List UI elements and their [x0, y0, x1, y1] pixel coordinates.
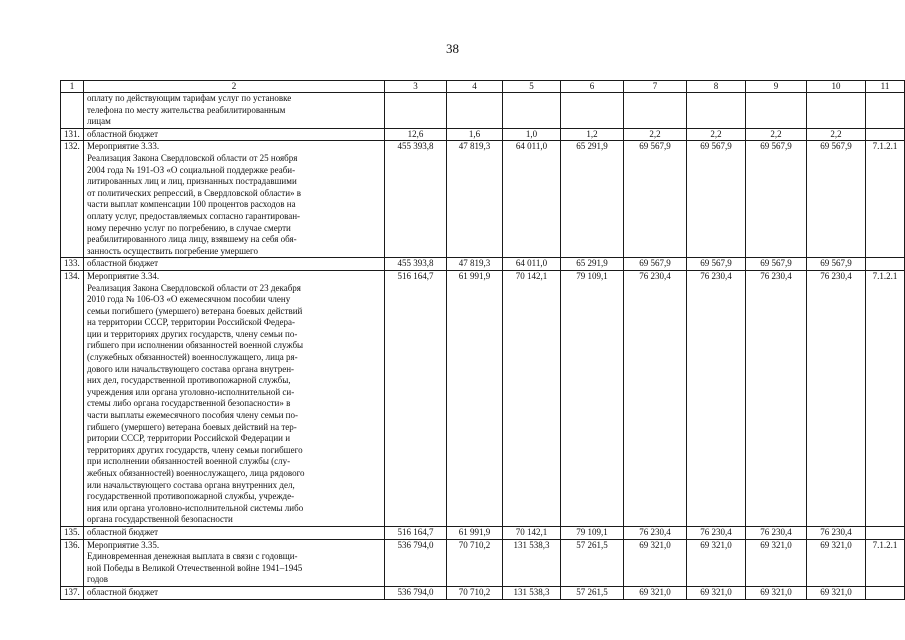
value-cell-col-8: [687, 93, 746, 129]
description-line: ритории СССР, территории Российской Федерации и: [87, 433, 291, 444]
value-cell-col-6: 1,2: [561, 128, 624, 141]
description-line: занность осуществить погребение умершего: [87, 245, 259, 256]
description-line: ции и территориях других государств, члену семьи по-: [87, 328, 298, 339]
description-line: или начальствующего состава органа внутренних дел,: [87, 479, 295, 490]
row-description: [84, 586, 385, 599]
column-header-6: 6: [561, 81, 624, 93]
value-cell-col-8: 69 321,0: [687, 539, 746, 586]
program-code: [866, 258, 905, 271]
value-cell-col-3: 12,6: [385, 128, 447, 141]
value-cell-col-5: 131 538,3: [503, 539, 561, 586]
value-cell-col-10: 69 567,9: [807, 141, 866, 258]
value-cell-col-9: 69 321,0: [746, 539, 807, 586]
value-cell-col-3: 536 794,0: [385, 539, 447, 586]
description-line: гибшего при исполнении обязанностей военной службы: [87, 340, 304, 351]
table-row: [61, 93, 905, 129]
row-description: [84, 258, 385, 271]
value-cell-col-8: 76 230,4: [687, 270, 746, 526]
description-line: жебных обязанностей) военнослужащего, лица рядового: [87, 468, 305, 478]
description-line: телефона по месту жительства реабилитированным: [87, 104, 286, 115]
row-description: [84, 270, 385, 526]
value-cell-col-7: 76 230,4: [624, 270, 687, 526]
value-cell-col-6: 79 109,1: [561, 526, 624, 539]
value-cell-col-7: 69 321,0: [624, 586, 687, 599]
column-header-8: 8: [687, 81, 746, 93]
value-cell-col-6: 65 291,9: [561, 258, 624, 271]
description-line: областной бюджет: [87, 586, 159, 597]
description-line: стемы либо органа государственной безопасности» в: [87, 398, 291, 409]
program-code: 7.1.2.1: [866, 270, 905, 526]
value-cell-col-10: 2,2: [807, 128, 866, 141]
value-cell-col-8: 69 321,0: [687, 586, 746, 599]
column-header-1: 1: [61, 81, 84, 93]
description-line: областной бюджет: [87, 258, 159, 269]
value-cell-col-7: [624, 93, 687, 129]
description-line: оплату по действующим тарифам услуг по установке: [87, 93, 292, 103]
value-cell-col-3: 536 794,0: [385, 586, 447, 599]
value-cell-col-5: 70 142,1: [503, 270, 561, 526]
description-line: дового или начальствующего состава органа внутрен-: [87, 363, 295, 374]
description-line: Реализация Закона Свердловской области от 25 ноября: [87, 152, 298, 163]
value-cell-col-8: 2,2: [687, 128, 746, 141]
row-description: [84, 141, 385, 258]
row-description: [84, 128, 385, 141]
value-cell-col-6: 65 291,9: [561, 141, 624, 258]
description-line: от политических репрессий, в Свердловской области» в: [87, 187, 302, 198]
value-cell-col-5: 64 011,0: [503, 258, 561, 271]
table-row: [61, 128, 905, 141]
table-row: [61, 141, 905, 258]
program-code: [866, 128, 905, 141]
column-header-5: 5: [503, 81, 561, 93]
description-line: части выплат компенсации 100 процентов расходов на: [87, 199, 296, 210]
description-line: территориях других государств, члену семьи погибшего: [87, 444, 303, 455]
value-cell-col-10: 69 567,9: [807, 258, 866, 271]
description-line: Реализация Закона Свердловской области от 23 декабря: [87, 282, 301, 293]
description-line: ной Победы в Великой Отечественной войне 1941–1945: [87, 562, 303, 573]
table-row: [61, 258, 905, 271]
value-cell-col-3: 455 393,8: [385, 141, 447, 258]
description-line: 2010 года № 106-ОЗ «О ежемесячном пособии члену: [87, 294, 291, 305]
value-cell-col-9: 69 567,9: [746, 141, 807, 258]
row-number: 135.: [61, 526, 84, 539]
table-row: [61, 586, 905, 599]
description-line: них дел, государственной противопожарной службы,: [87, 375, 291, 386]
description-line: государственной противопожарной службы, учрежде-: [87, 491, 295, 502]
description-line: учреждения или органа уголовно-исполнительной си-: [87, 386, 295, 397]
value-cell-col-4: 47 819,3: [447, 258, 503, 271]
budget-table: [60, 80, 905, 600]
description-line: (служебных обязанностей) военнослужащего, лица ря-: [87, 352, 298, 363]
description-line: Мероприятие 3.35.: [87, 539, 160, 550]
column-header-11: 11: [866, 81, 905, 93]
table-row: [61, 526, 905, 539]
description-line: части выплаты ежемесячного пособия члену семьи по-: [87, 410, 298, 421]
value-cell-col-6: 57 261,5: [561, 539, 624, 586]
description-line: Мероприятие 3.34.: [87, 270, 160, 281]
value-cell-col-4: [447, 93, 503, 129]
value-cell-col-7: 69 567,9: [624, 141, 687, 258]
row-number: 136.: [61, 539, 84, 586]
description-line: 2004 года № 191-ОЗ «О социальной поддержке реаби-: [87, 164, 296, 175]
value-cell-col-4: 61 991,9: [447, 526, 503, 539]
value-cell-col-10: 69 321,0: [807, 586, 866, 599]
row-number: 131.: [61, 128, 84, 141]
value-cell-col-10: 76 230,4: [807, 270, 866, 526]
value-cell-col-4: 70 710,2: [447, 539, 503, 586]
value-cell-col-4: 1,6: [447, 128, 503, 141]
value-cell-col-5: 70 142,1: [503, 526, 561, 539]
program-code: [866, 586, 905, 599]
value-cell-col-6: 79 109,1: [561, 270, 624, 526]
value-cell-col-7: 76 230,4: [624, 526, 687, 539]
value-cell-col-7: 2,2: [624, 128, 687, 141]
value-cell-col-9: 2,2: [746, 128, 807, 141]
value-cell-col-5: 131 538,3: [503, 586, 561, 599]
description-line: ния или органа уголовно-исполнительной системы либо: [87, 502, 304, 513]
column-header-7: 7: [624, 81, 687, 93]
value-cell-col-9: 69 321,0: [746, 586, 807, 599]
table-row: [61, 270, 905, 526]
value-cell-col-4: 47 819,3: [447, 141, 503, 258]
table-row: [61, 539, 905, 586]
description-line: литированных лиц и лиц, признанных пострадавшими: [87, 176, 297, 187]
description-line: семьи погибшего (умершего) ветерана боевых действий: [87, 305, 303, 316]
header-row: [61, 81, 905, 93]
value-cell-col-9: 76 230,4: [746, 270, 807, 526]
row-number: 132.: [61, 141, 84, 258]
program-code: [866, 93, 905, 129]
program-code: [866, 526, 905, 539]
description-line: годов: [87, 574, 109, 585]
column-header-3: 3: [385, 81, 447, 93]
description-line: Единовременная денежная выплата в связи с годовщи-: [87, 551, 298, 562]
value-cell-col-3: 516 164,7: [385, 270, 447, 526]
description-line: областной бюджет: [87, 128, 159, 139]
description-line: Мероприятие 3.33.: [87, 141, 160, 152]
column-header-4: 4: [447, 81, 503, 93]
row-number: 137.: [61, 586, 84, 599]
value-cell-col-5: 64 011,0: [503, 141, 561, 258]
description-line: ному перечню услуг по погребению, в случае смерти: [87, 222, 291, 233]
value-cell-col-9: 69 567,9: [746, 258, 807, 271]
column-header-9: 9: [746, 81, 807, 93]
description-line: гибшего (умершего) ветерана боевых действий на тер-: [87, 421, 297, 432]
column-header-10: 10: [807, 81, 866, 93]
value-cell-col-4: 70 710,2: [447, 586, 503, 599]
value-cell-col-6: [561, 93, 624, 129]
description-line: при исполнении обязанностей военной службы (слу-: [87, 456, 291, 467]
row-number: 133.: [61, 258, 84, 271]
page-number: 38: [446, 41, 459, 56]
row-number: [61, 93, 84, 129]
program-code: 7.1.2.1: [866, 539, 905, 586]
value-cell-col-8: 76 230,4: [687, 526, 746, 539]
value-cell-col-9: [746, 93, 807, 129]
value-cell-col-10: 69 321,0: [807, 539, 866, 586]
description-line: реабилитированного лица лицу, взявшему на себя обя-: [87, 234, 297, 245]
value-cell-col-5: 1,0: [503, 128, 561, 141]
description-line: оплату услуг, предоставляемых согласно гарантирован-: [87, 210, 301, 221]
value-cell-col-3: [385, 93, 447, 129]
value-cell-col-7: 69 321,0: [624, 539, 687, 586]
description-line: лицам: [87, 116, 111, 127]
value-cell-col-5: [503, 93, 561, 129]
value-cell-col-10: 76 230,4: [807, 526, 866, 539]
program-code: 7.1.2.1: [866, 141, 905, 258]
value-cell-col-8: 69 567,9: [687, 141, 746, 258]
value-cell-col-7: 69 567,9: [624, 258, 687, 271]
description-line: на территории СССР, территории Российской Федера-: [87, 317, 295, 328]
column-header-2: 2: [84, 81, 385, 93]
value-cell-col-4: 61 991,9: [447, 270, 503, 526]
row-description: [84, 526, 385, 539]
description-line: областной бюджет: [87, 526, 159, 537]
row-description: [84, 93, 385, 129]
row-description: [84, 539, 385, 586]
description-line: органа государственной безопасности: [87, 514, 233, 525]
value-cell-col-3: 516 164,7: [385, 526, 447, 539]
value-cell-col-10: [807, 93, 866, 129]
value-cell-col-6: 57 261,5: [561, 586, 624, 599]
value-cell-col-3: 455 393,8: [385, 258, 447, 271]
value-cell-col-8: 69 567,9: [687, 258, 746, 271]
row-number: 134.: [61, 270, 84, 526]
value-cell-col-9: 76 230,4: [746, 526, 807, 539]
